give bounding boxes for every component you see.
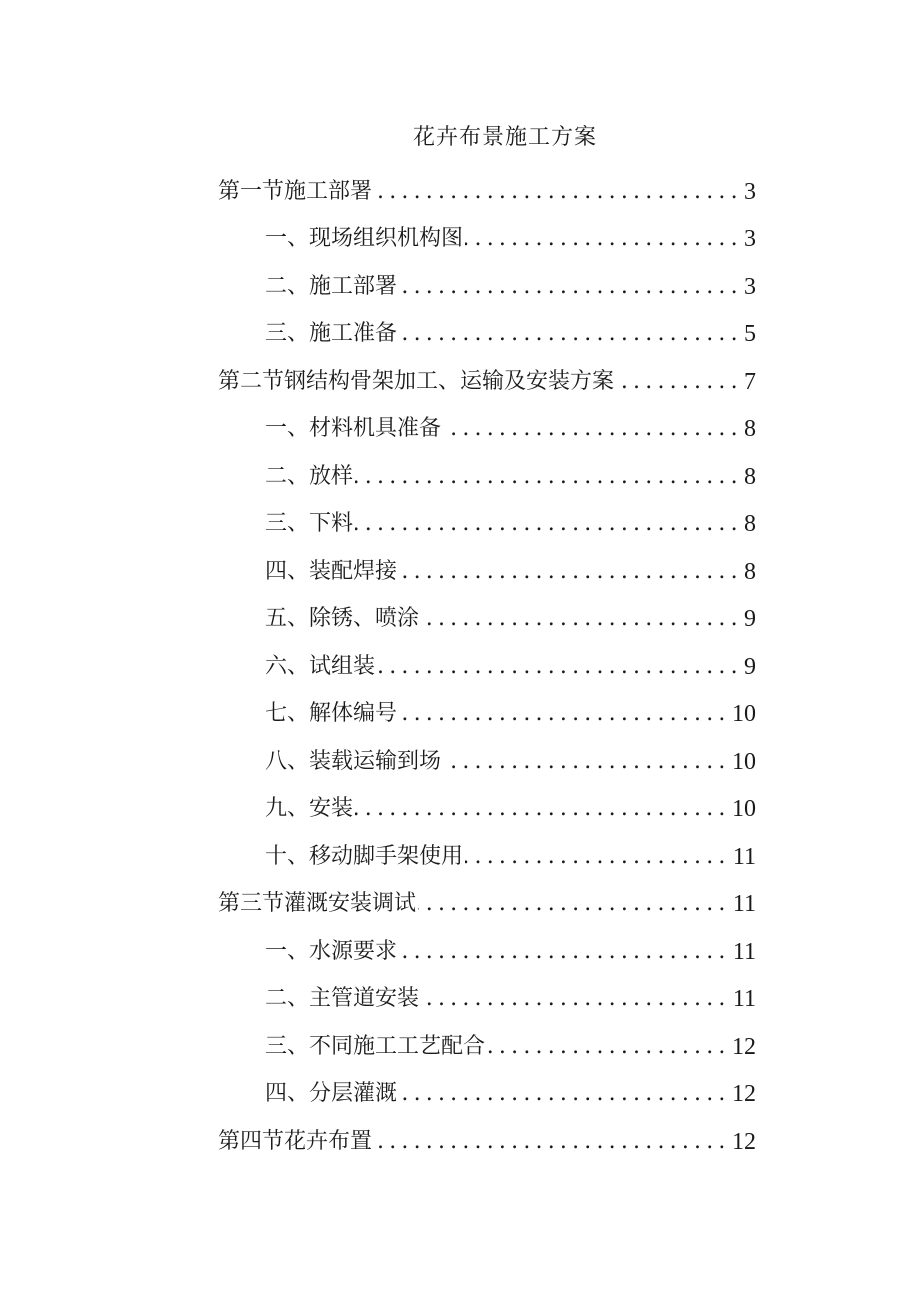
toc-entry-title: 第三节灌溉安装调试 — [218, 886, 418, 922]
toc-subsection-entry[interactable] — [0, 1071, 920, 1119]
toc-page-number: 9 — [742, 649, 756, 685]
toc-entry-title: 第四节花卉布置 — [218, 1124, 374, 1160]
toc-entry-title: 三、下料 — [265, 506, 355, 542]
toc-subsection-entry[interactable] — [0, 406, 920, 454]
toc-page-number: 12 — [730, 1029, 756, 1065]
toc-page-number: 3 — [742, 221, 756, 257]
toc-entry-title: 十、移动脚手架使用 — [265, 839, 465, 875]
toc-entry-title: 一、材料机具准备 — [265, 411, 443, 447]
toc-section-entry[interactable] — [0, 358, 920, 406]
toc-page-number: 8 — [742, 506, 756, 542]
toc-section-entry[interactable] — [0, 881, 920, 929]
toc-subsection-entry[interactable] — [0, 263, 920, 311]
toc-page-number: 7 — [742, 364, 756, 400]
toc-page-number: 11 — [731, 839, 756, 875]
toc-subsection-entry[interactable] — [0, 501, 920, 549]
toc-page-number: 8 — [742, 459, 756, 495]
toc-entry-title: 一、水源要求 — [265, 934, 399, 970]
toc-page-number: 8 — [742, 554, 756, 590]
toc-entry-title: 四、装配焊接 — [265, 554, 399, 590]
toc-entry-title: 八、装载运输到场 — [265, 744, 443, 780]
toc-entry-title: 二、主管道安装 — [265, 981, 421, 1017]
toc-subsection-entry[interactable] — [0, 311, 920, 359]
toc-subsection-entry[interactable] — [0, 643, 920, 691]
toc-entry-title: 九、安装 — [265, 791, 355, 827]
toc-subsection-entry[interactable] — [0, 786, 920, 834]
toc-page-number: 11 — [731, 981, 756, 1017]
toc-entry-title: 第一节施工部署 — [218, 174, 374, 210]
toc-entry-title: 五、除锈、喷涂 — [265, 601, 421, 637]
toc-entry-title: 六、试组装 — [265, 649, 377, 685]
toc-entry-title: 七、解体编号 — [265, 696, 399, 732]
toc-page-number: 10 — [730, 744, 756, 780]
toc-subsection-entry[interactable] — [0, 216, 920, 264]
toc-subsection-entry[interactable] — [0, 596, 920, 644]
toc-subsection-entry[interactable] — [0, 976, 920, 1024]
toc-section-entry[interactable] — [0, 1118, 920, 1166]
toc-subsection-entry[interactable] — [0, 691, 920, 739]
toc-section-entry[interactable] — [0, 168, 920, 216]
toc-page-number: 12 — [730, 1076, 756, 1112]
toc-entry-title: 二、施工部署 — [265, 269, 399, 305]
toc-subsection-entry[interactable] — [0, 928, 920, 976]
toc-entry-title: 三、施工准备 — [265, 316, 399, 352]
toc-entry-title: 第二节钢结构骨架加工、运输及安装方案 — [218, 364, 616, 400]
toc-subsection-entry[interactable] — [0, 833, 920, 881]
toc-entry-title: 四、分层灌溉 — [265, 1076, 399, 1112]
toc-page-number: 8 — [742, 411, 756, 447]
toc-page-number: 3 — [742, 174, 756, 210]
table-of-contents — [0, 168, 920, 1166]
toc-page-number: 11 — [731, 886, 756, 922]
toc-page-number: 9 — [742, 601, 756, 637]
toc-page-number: 5 — [742, 316, 756, 352]
toc-page-number: 10 — [730, 696, 756, 732]
toc-page-number: 12 — [730, 1124, 756, 1160]
toc-page-number: 10 — [730, 791, 756, 827]
toc-entry-title: 二、放样 — [265, 459, 355, 495]
toc-page-number: 11 — [731, 934, 756, 970]
toc-entry-title: 三、不同施工工艺配合 — [265, 1029, 487, 1065]
toc-subsection-entry[interactable] — [0, 738, 920, 786]
document-title: 花卉布景施工方案 — [412, 125, 597, 150]
toc-entry-title: 一、现场组织机构图 — [265, 221, 465, 257]
toc-subsection-entry[interactable] — [0, 453, 920, 501]
toc-subsection-entry[interactable] — [0, 1023, 920, 1071]
toc-subsection-entry[interactable] — [0, 548, 920, 596]
toc-page-number: 3 — [742, 269, 756, 305]
